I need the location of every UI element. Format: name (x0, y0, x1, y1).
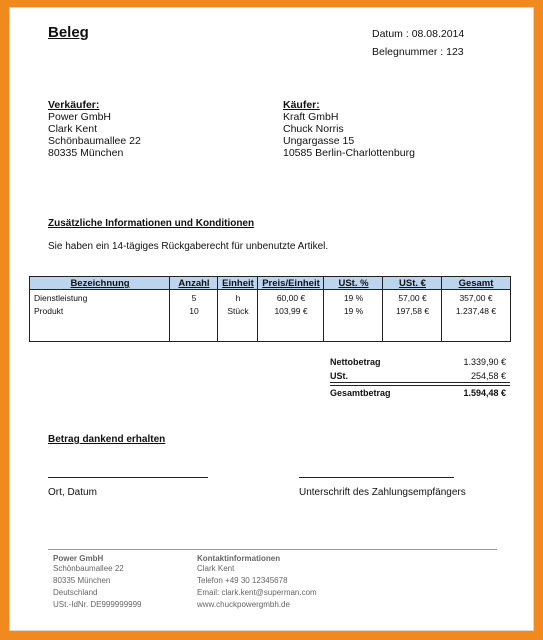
signature-line-left (48, 477, 208, 478)
place-date-label: Ort, Datum (48, 487, 97, 498)
signature-line-right (299, 477, 454, 478)
info-heading: Zusätzliche Informationen und Konditionen (48, 218, 255, 229)
table-cell: h (235, 293, 241, 303)
footer-company-name: Power GmbH (53, 554, 104, 563)
footer-contact-heading: Kontaktinformationen (197, 554, 281, 563)
header-ust-percent: USt. % (338, 278, 369, 289)
receipt-number-label: Belegnummer : (372, 46, 444, 58)
buyer-line: Chuck Norris (283, 123, 344, 135)
net-label: Nettobetrag (330, 357, 381, 367)
table-cell: Stück (227, 306, 249, 316)
footer-contact-line: Telefon +49 30 12345678 (197, 576, 288, 585)
footer-contact (197, 554, 317, 611)
totals-rule (330, 385, 510, 386)
tax-value: 254,58 € (470, 371, 506, 381)
date-value: 08.08.2014 (411, 28, 465, 40)
table-cell: 103,99 € (274, 306, 308, 316)
footer-contact-line: Email: clark.kent@superman.com (197, 588, 317, 597)
table-cell: 57,00 € (398, 293, 427, 303)
footer-company-line: Deutschland (53, 588, 98, 597)
table-cell: 19 % (343, 293, 364, 303)
footer-company (53, 554, 142, 611)
signature-label: Unterschrift des Zahlungsempfängers (299, 487, 466, 498)
footer-contact-line: Clark Kent (197, 564, 235, 573)
footer-company-line: USt.-IdNr. DE999999999 (53, 600, 142, 609)
table-cell: 19 % (343, 306, 364, 316)
footer-company-line: Schönbaumallee 22 (53, 564, 124, 573)
seller-line: Clark Kent (48, 123, 98, 135)
table-cell: 60,00 € (276, 293, 306, 303)
gross-value: 1.594,48 € (463, 388, 506, 398)
items-table (29, 276, 511, 342)
tax-label: USt. (330, 371, 348, 381)
buyer-block (283, 99, 415, 159)
receipt-page (9, 7, 534, 631)
header-anzahl: Anzahl (178, 278, 210, 289)
footer-contact-line: www.chuckpowergmbh.de (197, 600, 290, 609)
footer-company-line: 80335 München (53, 576, 111, 585)
table-cell: 357,00 € (459, 293, 493, 303)
receipt-number-line (372, 46, 464, 58)
date-line (372, 28, 464, 40)
table-cell: 10 (189, 306, 199, 316)
header-gesamt: Gesamt (458, 278, 494, 289)
table-cell: Produkt (34, 306, 64, 316)
header-preis: Preis/Einheit (262, 278, 320, 289)
header-bezeichnung: Bezeichnung (70, 278, 130, 289)
seller-block (48, 99, 141, 159)
buyer-line: Kraft GmbH (283, 111, 339, 123)
gross-label: Gesamtbetrag (330, 388, 391, 398)
net-value: 1.339,90 € (463, 357, 506, 367)
seller-line: Power GmbH (48, 111, 112, 123)
table-cell: 5 (191, 293, 197, 303)
buyer-line: 10585 Berlin-Charlottenburg (283, 147, 415, 159)
buyer-line: Ungargasse 15 (283, 135, 355, 147)
seller-line: 80335 München (48, 147, 124, 159)
table-cell: 1.237,48 € (455, 306, 497, 316)
totals-rule (330, 382, 510, 383)
receipt-number-value: 123 (446, 46, 464, 58)
seller-heading: Verkäufer: (48, 99, 100, 111)
info-text: Sie haben ein 14-tägiges Rückgaberecht für unbenutzte Artikel. (48, 241, 329, 252)
table-cell: Dienstleistung (34, 293, 88, 303)
seller-line: Schönbaumallee 22 (48, 135, 141, 147)
payment-received: Betrag dankend erhalten (48, 434, 166, 445)
document-title: Beleg (48, 24, 89, 41)
buyer-heading: Käufer: (283, 99, 320, 111)
header-ust-euro: USt. € (399, 278, 426, 289)
footer-rule (48, 549, 497, 550)
table-cell: 197,58 € (395, 306, 430, 316)
header-einheit: Einheit (222, 278, 254, 289)
date-label: Datum : (372, 28, 409, 40)
